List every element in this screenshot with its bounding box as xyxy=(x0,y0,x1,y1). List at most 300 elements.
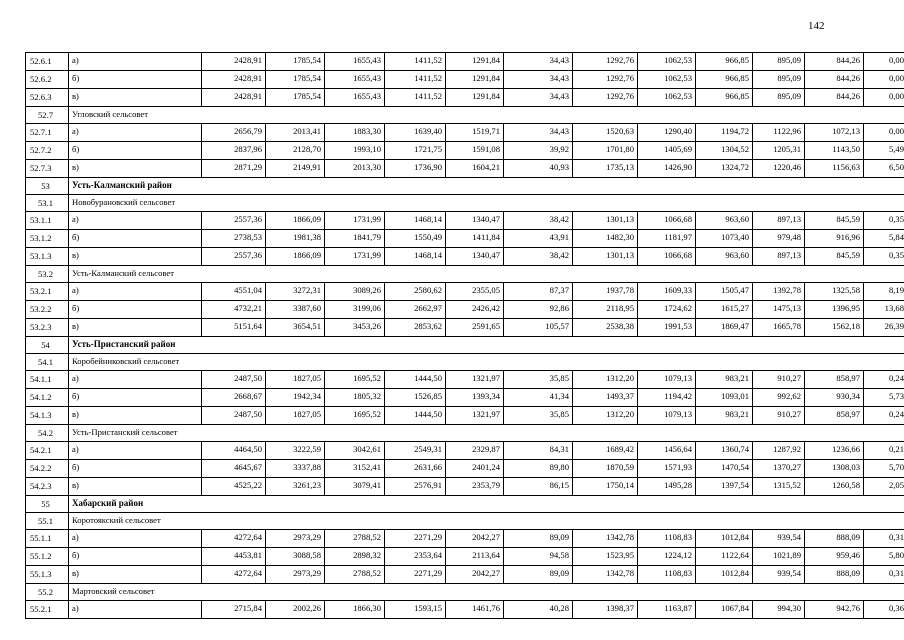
value-cell: 963,60 xyxy=(696,248,753,266)
value-cell: 1655,43 xyxy=(325,89,385,107)
value-cell: 1426,90 xyxy=(638,160,696,178)
value-cell: 3261,23 xyxy=(266,478,325,496)
value-cell: 1062,53 xyxy=(638,71,696,89)
value-cell: 2353,79 xyxy=(446,478,504,496)
value-cell: 1156,63 xyxy=(805,160,864,178)
value-cell: 1308,03 xyxy=(805,460,864,478)
value-cell: 3337,88 xyxy=(266,460,325,478)
row-code: 53.1.1 xyxy=(26,212,69,230)
value-cell: 3199,06 xyxy=(325,301,385,319)
value-cell: 992,62 xyxy=(753,389,805,407)
value-cell: 916,96 xyxy=(805,230,864,248)
value-cell: 1701,80 xyxy=(573,142,638,160)
value-cell: 1615,27 xyxy=(696,301,753,319)
row-subitem: в) xyxy=(69,89,202,107)
value-cell: 1287,92 xyxy=(753,442,805,460)
row-subitem: а) xyxy=(69,371,202,389)
value-cell: 2973,29 xyxy=(266,530,325,548)
row-code: 53.2.1 xyxy=(26,283,69,301)
value-cell: 1724,62 xyxy=(638,301,696,319)
value-cell: 39,92 xyxy=(504,142,573,160)
value-cell: 26,39 xyxy=(864,319,904,337)
value-cell: 910,27 xyxy=(753,371,805,389)
value-cell: 2113,64 xyxy=(446,548,504,566)
value-cell: 1163,87 xyxy=(638,601,696,619)
district-row xyxy=(26,337,904,354)
value-cell: 2668,67 xyxy=(202,389,266,407)
value-cell: 1785,54 xyxy=(266,53,325,71)
row-code: 54.2.2 xyxy=(26,460,69,478)
value-cell: 2738,53 xyxy=(202,230,266,248)
value-cell: 4272,64 xyxy=(202,530,266,548)
district-name: Усть-Калманский район xyxy=(69,178,904,195)
value-cell: 1785,54 xyxy=(266,89,325,107)
value-cell: 4272,64 xyxy=(202,566,266,584)
value-cell: 895,09 xyxy=(753,89,805,107)
value-cell: 43,91 xyxy=(504,230,573,248)
value-cell: 1731,99 xyxy=(325,248,385,266)
value-cell: 1470,54 xyxy=(696,460,753,478)
value-cell: 1604,21 xyxy=(446,160,504,178)
value-cell: 1073,40 xyxy=(696,230,753,248)
value-cell: 1981,38 xyxy=(266,230,325,248)
settlement-row xyxy=(26,354,904,371)
value-cell: 959,46 xyxy=(805,548,864,566)
value-cell: 1468,14 xyxy=(385,248,446,266)
value-cell: 1304,52 xyxy=(696,142,753,160)
row-subitem: в) xyxy=(69,319,202,337)
value-cell: 35,85 xyxy=(504,371,573,389)
value-cell: 844,26 xyxy=(805,71,864,89)
settlement-code: 52.7 xyxy=(26,107,69,124)
value-cell: 0,00 xyxy=(864,89,904,107)
value-cell: 1869,47 xyxy=(696,319,753,337)
value-cell: 84,31 xyxy=(504,442,573,460)
value-cell: 2428,91 xyxy=(202,71,266,89)
value-cell: 1571,93 xyxy=(638,460,696,478)
district-code: 54 xyxy=(26,337,69,354)
value-cell: 858,97 xyxy=(805,407,864,425)
table-body xyxy=(26,53,904,619)
value-cell: 1360,74 xyxy=(696,442,753,460)
value-cell: 2426,42 xyxy=(446,301,504,319)
row-subitem: а) xyxy=(69,601,202,619)
value-cell: 1805,32 xyxy=(325,389,385,407)
value-cell: 89,80 xyxy=(504,460,573,478)
value-cell: 2538,38 xyxy=(573,319,638,337)
value-cell: 1520,63 xyxy=(573,124,638,142)
value-cell: 4453,81 xyxy=(202,548,266,566)
value-cell: 89,09 xyxy=(504,566,573,584)
value-cell: 844,26 xyxy=(805,53,864,71)
value-cell: 1012,84 xyxy=(696,566,753,584)
settlement-name: Угловский сельсовет xyxy=(69,107,904,124)
value-cell: 5,80 xyxy=(864,548,904,566)
value-cell: 1392,78 xyxy=(753,283,805,301)
value-cell: 844,26 xyxy=(805,89,864,107)
value-cell: 0,00 xyxy=(864,71,904,89)
row-code: 52.7.1 xyxy=(26,124,69,142)
value-cell: 4464,50 xyxy=(202,442,266,460)
value-cell: 2662,97 xyxy=(385,301,446,319)
value-cell: 1122,64 xyxy=(696,548,753,566)
value-cell: 0,36 xyxy=(864,601,904,619)
row-subitem: а) xyxy=(69,212,202,230)
table-row xyxy=(26,71,904,89)
table-row xyxy=(26,212,904,230)
row-code: 53.2.2 xyxy=(26,301,69,319)
row-code: 52.7.3 xyxy=(26,160,69,178)
value-cell: 1224,12 xyxy=(638,548,696,566)
value-cell: 1205,31 xyxy=(753,142,805,160)
row-code: 55.1.2 xyxy=(26,548,69,566)
table-row xyxy=(26,371,904,389)
value-cell: 1942,34 xyxy=(266,389,325,407)
value-cell: 1066,68 xyxy=(638,212,696,230)
value-cell: 34,43 xyxy=(504,89,573,107)
value-cell: 1236,66 xyxy=(805,442,864,460)
value-cell: 2271,29 xyxy=(385,566,446,584)
value-cell: 1321,97 xyxy=(446,407,504,425)
value-cell: 38,42 xyxy=(504,212,573,230)
table-row xyxy=(26,53,904,71)
value-cell: 4645,67 xyxy=(202,460,266,478)
value-cell: 2715,84 xyxy=(202,601,266,619)
value-cell: 1562,18 xyxy=(805,319,864,337)
value-cell: 2871,29 xyxy=(202,160,266,178)
value-cell: 0,24 xyxy=(864,371,904,389)
settlement-row xyxy=(26,425,904,442)
value-cell: 1841,79 xyxy=(325,230,385,248)
district-code: 55 xyxy=(26,496,69,513)
value-cell: 2788,52 xyxy=(325,530,385,548)
settlement-code: 54.1 xyxy=(26,354,69,371)
value-cell: 2631,66 xyxy=(385,460,446,478)
value-cell: 1523,95 xyxy=(573,548,638,566)
value-cell: 2557,36 xyxy=(202,212,266,230)
value-cell: 2656,79 xyxy=(202,124,266,142)
table-row xyxy=(26,142,904,160)
value-cell: 8,19 xyxy=(864,283,904,301)
row-subitem: а) xyxy=(69,530,202,548)
value-cell: 2487,50 xyxy=(202,371,266,389)
value-cell: 2271,29 xyxy=(385,530,446,548)
table-row xyxy=(26,442,904,460)
value-cell: 2353,64 xyxy=(385,548,446,566)
row-subitem: б) xyxy=(69,230,202,248)
value-cell: 105,57 xyxy=(504,319,573,337)
value-cell: 1493,37 xyxy=(573,389,638,407)
row-subitem: б) xyxy=(69,142,202,160)
value-cell: 1260,58 xyxy=(805,478,864,496)
value-cell: 1143,50 xyxy=(805,142,864,160)
value-cell: 1301,13 xyxy=(573,248,638,266)
value-cell: 5,49 xyxy=(864,142,904,160)
value-cell: 858,97 xyxy=(805,371,864,389)
value-cell: 1411,52 xyxy=(385,53,446,71)
value-cell: 939,54 xyxy=(753,566,805,584)
district-name: Хабарский район xyxy=(69,496,904,513)
value-cell: 1067,84 xyxy=(696,601,753,619)
value-cell: 1340,47 xyxy=(446,248,504,266)
value-cell: 1870,59 xyxy=(573,460,638,478)
value-cell: 2,05 xyxy=(864,478,904,496)
settlement-code: 53.1 xyxy=(26,195,69,212)
value-cell: 1181,97 xyxy=(638,230,696,248)
row-subitem: а) xyxy=(69,53,202,71)
value-cell: 2557,36 xyxy=(202,248,266,266)
value-cell: 966,85 xyxy=(696,53,753,71)
value-cell: 1397,54 xyxy=(696,478,753,496)
value-cell: 2428,91 xyxy=(202,89,266,107)
tariff-table xyxy=(25,52,904,619)
value-cell: 897,13 xyxy=(753,248,805,266)
row-code: 54.2.3 xyxy=(26,478,69,496)
table-row xyxy=(26,160,904,178)
table-row xyxy=(26,530,904,548)
value-cell: 1340,47 xyxy=(446,212,504,230)
settlement-code: 55.2 xyxy=(26,584,69,601)
row-code: 54.2.1 xyxy=(26,442,69,460)
value-cell: 1194,72 xyxy=(696,124,753,142)
value-cell: 979,48 xyxy=(753,230,805,248)
table-row xyxy=(26,89,904,107)
value-cell: 2428,91 xyxy=(202,53,266,71)
value-cell: 1461,76 xyxy=(446,601,504,619)
table-row xyxy=(26,301,904,319)
value-cell: 2013,41 xyxy=(266,124,325,142)
settlement-row xyxy=(26,513,904,530)
table-row xyxy=(26,566,904,584)
value-cell: 0,00 xyxy=(864,124,904,142)
value-cell: 1370,27 xyxy=(753,460,805,478)
value-cell: 1342,78 xyxy=(573,566,638,584)
value-cell: 1194,42 xyxy=(638,389,696,407)
settlement-name: Усть-Пристанский сельсовет xyxy=(69,425,904,442)
row-code: 52.6.2 xyxy=(26,71,69,89)
value-cell: 1405,69 xyxy=(638,142,696,160)
value-cell: 3079,41 xyxy=(325,478,385,496)
value-cell: 0,31 xyxy=(864,566,904,584)
value-cell: 897,13 xyxy=(753,212,805,230)
district-code: 53 xyxy=(26,178,69,195)
value-cell: 1315,52 xyxy=(753,478,805,496)
value-cell: 1593,15 xyxy=(385,601,446,619)
value-cell: 3089,26 xyxy=(325,283,385,301)
table-row xyxy=(26,478,904,496)
value-cell: 2898,32 xyxy=(325,548,385,566)
table-row xyxy=(26,407,904,425)
settlement-name: Коробейниковский сельсовет xyxy=(69,354,904,371)
value-cell: 1721,75 xyxy=(385,142,446,160)
value-cell: 845,59 xyxy=(805,212,864,230)
row-code: 55.2.1 xyxy=(26,601,69,619)
value-cell: 1393,34 xyxy=(446,389,504,407)
value-cell: 1468,14 xyxy=(385,212,446,230)
value-cell: 5151,64 xyxy=(202,319,266,337)
value-cell: 1312,20 xyxy=(573,371,638,389)
value-cell: 1312,20 xyxy=(573,407,638,425)
value-cell: 34,43 xyxy=(504,53,573,71)
settlement-name: Усть-Калманский сельсовет xyxy=(69,266,904,283)
value-cell: 0,24 xyxy=(864,407,904,425)
value-cell: 3272,31 xyxy=(266,283,325,301)
value-cell: 1290,40 xyxy=(638,124,696,142)
value-cell: 3387,60 xyxy=(266,301,325,319)
value-cell: 87,37 xyxy=(504,283,573,301)
settlement-row xyxy=(26,584,904,601)
value-cell: 1937,78 xyxy=(573,283,638,301)
value-cell: 86,15 xyxy=(504,478,573,496)
value-cell: 0,35 xyxy=(864,248,904,266)
value-cell: 1066,68 xyxy=(638,248,696,266)
value-cell: 1695,52 xyxy=(325,407,385,425)
value-cell: 1526,85 xyxy=(385,389,446,407)
value-cell: 1519,71 xyxy=(446,124,504,142)
value-cell: 1411,84 xyxy=(446,230,504,248)
value-cell: 2549,31 xyxy=(385,442,446,460)
value-cell: 1991,53 xyxy=(638,319,696,337)
value-cell: 3453,26 xyxy=(325,319,385,337)
value-cell: 2837,96 xyxy=(202,142,266,160)
value-cell: 4525,22 xyxy=(202,478,266,496)
value-cell: 1012,84 xyxy=(696,530,753,548)
value-cell: 939,54 xyxy=(753,530,805,548)
value-cell: 1866,09 xyxy=(266,248,325,266)
settlement-code: 53.2 xyxy=(26,266,69,283)
value-cell: 1108,83 xyxy=(638,530,696,548)
row-subitem: а) xyxy=(69,442,202,460)
value-cell: 4551,04 xyxy=(202,283,266,301)
value-cell: 2042,27 xyxy=(446,566,504,584)
value-cell: 2013,30 xyxy=(325,160,385,178)
row-subitem: б) xyxy=(69,301,202,319)
value-cell: 930,34 xyxy=(805,389,864,407)
value-cell: 1062,53 xyxy=(638,53,696,71)
value-cell: 983,21 xyxy=(696,407,753,425)
row-code: 54.1.1 xyxy=(26,371,69,389)
district-row xyxy=(26,178,904,195)
value-cell: 888,09 xyxy=(805,566,864,584)
value-cell: 2580,62 xyxy=(385,283,446,301)
row-subitem: в) xyxy=(69,407,202,425)
value-cell: 1639,40 xyxy=(385,124,446,142)
row-subitem: б) xyxy=(69,548,202,566)
row-code: 52.7.2 xyxy=(26,142,69,160)
settlement-code: 54.2 xyxy=(26,425,69,442)
settlement-row xyxy=(26,107,904,124)
value-cell: 1325,58 xyxy=(805,283,864,301)
value-cell: 1883,30 xyxy=(325,124,385,142)
value-cell: 1321,97 xyxy=(446,371,504,389)
row-code: 53.2.3 xyxy=(26,319,69,337)
value-cell: 2853,62 xyxy=(385,319,446,337)
value-cell: 1866,30 xyxy=(325,601,385,619)
value-cell: 1324,72 xyxy=(696,160,753,178)
value-cell: 1444,50 xyxy=(385,407,446,425)
value-cell: 2487,50 xyxy=(202,407,266,425)
value-cell: 1750,14 xyxy=(573,478,638,496)
value-cell: 2329,87 xyxy=(446,442,504,460)
value-cell: 1482,30 xyxy=(573,230,638,248)
row-subitem: в) xyxy=(69,248,202,266)
value-cell: 0,21 xyxy=(864,442,904,460)
value-cell: 888,09 xyxy=(805,530,864,548)
value-cell: 2149,91 xyxy=(266,160,325,178)
value-cell: 34,43 xyxy=(504,124,573,142)
value-cell: 1072,13 xyxy=(805,124,864,142)
row-code: 52.6.3 xyxy=(26,89,69,107)
value-cell: 983,21 xyxy=(696,371,753,389)
value-cell: 1655,43 xyxy=(325,71,385,89)
value-cell: 2576,91 xyxy=(385,478,446,496)
value-cell: 2788,52 xyxy=(325,566,385,584)
value-cell: 942,76 xyxy=(805,601,864,619)
value-cell: 1292,76 xyxy=(573,89,638,107)
value-cell: 35,85 xyxy=(504,407,573,425)
row-subitem: а) xyxy=(69,124,202,142)
value-cell: 0,35 xyxy=(864,212,904,230)
value-cell: 5,84 xyxy=(864,230,904,248)
value-cell: 1108,83 xyxy=(638,566,696,584)
value-cell: 1444,50 xyxy=(385,371,446,389)
value-cell: 1396,95 xyxy=(805,301,864,319)
value-cell: 895,09 xyxy=(753,71,805,89)
district-row xyxy=(26,496,904,513)
value-cell: 1665,78 xyxy=(753,319,805,337)
value-cell: 1827,05 xyxy=(266,371,325,389)
table-row xyxy=(26,460,904,478)
value-cell: 845,59 xyxy=(805,248,864,266)
value-cell: 1591,08 xyxy=(446,142,504,160)
value-cell: 1291,84 xyxy=(446,53,504,71)
value-cell: 2042,27 xyxy=(446,530,504,548)
value-cell: 1342,78 xyxy=(573,530,638,548)
value-cell: 2973,29 xyxy=(266,566,325,584)
row-subitem: а) xyxy=(69,283,202,301)
value-cell: 1736,90 xyxy=(385,160,446,178)
value-cell: 1291,84 xyxy=(446,71,504,89)
value-cell: 2002,26 xyxy=(266,601,325,619)
row-code: 55.1.1 xyxy=(26,530,69,548)
value-cell: 1609,33 xyxy=(638,283,696,301)
value-cell: 966,85 xyxy=(696,89,753,107)
value-cell: 1079,13 xyxy=(638,371,696,389)
row-subitem: б) xyxy=(69,389,202,407)
table-row xyxy=(26,283,904,301)
value-cell: 1398,37 xyxy=(573,601,638,619)
value-cell: 1220,46 xyxy=(753,160,805,178)
table-row xyxy=(26,601,904,619)
district-name: Усть-Пристанский район xyxy=(69,337,904,354)
value-cell: 1079,13 xyxy=(638,407,696,425)
settlement-row xyxy=(26,195,904,212)
value-cell: 40,93 xyxy=(504,160,573,178)
row-subitem: в) xyxy=(69,566,202,584)
value-cell: 2401,24 xyxy=(446,460,504,478)
table-row xyxy=(26,319,904,337)
value-cell: 1475,13 xyxy=(753,301,805,319)
value-cell: 1292,76 xyxy=(573,53,638,71)
value-cell: 1291,84 xyxy=(446,89,504,107)
row-code: 53.1.2 xyxy=(26,230,69,248)
row-code: 54.1.3 xyxy=(26,407,69,425)
value-cell: 34,43 xyxy=(504,71,573,89)
value-cell: 1785,54 xyxy=(266,71,325,89)
value-cell: 1695,52 xyxy=(325,371,385,389)
value-cell: 1735,13 xyxy=(573,160,638,178)
value-cell: 1655,43 xyxy=(325,53,385,71)
